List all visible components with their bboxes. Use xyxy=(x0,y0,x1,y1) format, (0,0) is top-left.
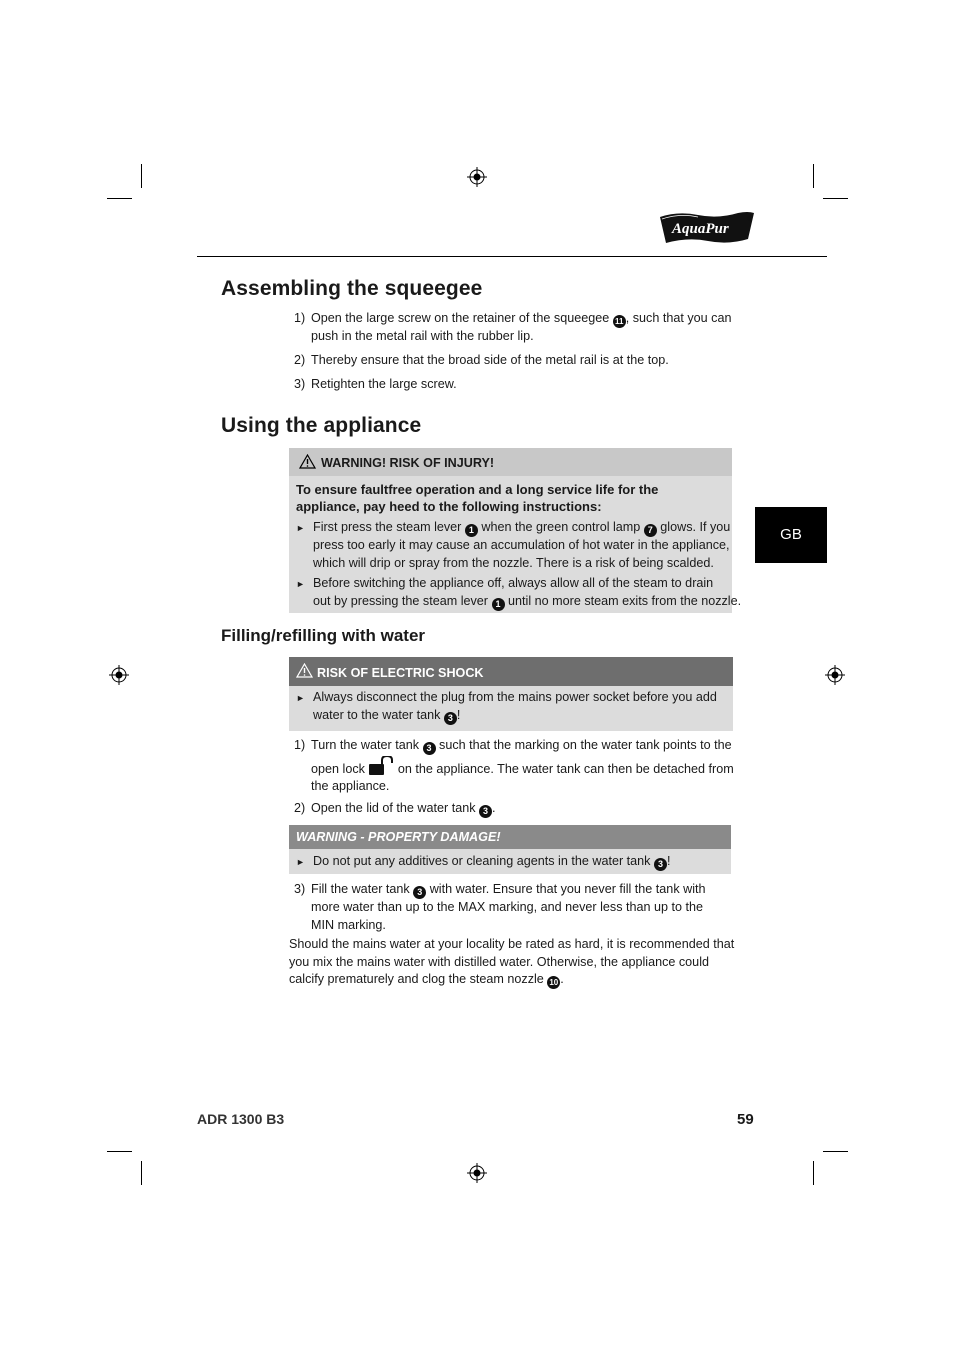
ref-number: 3 xyxy=(479,805,492,818)
crop-mark xyxy=(107,198,132,199)
warning-intro: To ensure faultfree operation and a long service life for the appliance, pay heed to the following instructions: xyxy=(296,482,659,514)
ref-number: 10 xyxy=(547,976,560,989)
open-lock-icon xyxy=(368,756,394,776)
step-text: Fill the water tank 3 with water. Ensure that you never fill the tank with more water than up to the MAX marking, and never less than up to the MIN marking. xyxy=(311,882,706,932)
ref-number: 3 xyxy=(423,742,436,755)
list-item xyxy=(294,737,738,795)
ref-number: 3 xyxy=(444,712,457,725)
logo-banner-icon xyxy=(658,209,756,247)
crop-mark xyxy=(107,1151,132,1152)
property-bullet: Do not put any additives or cleaning agents in the water tank 3 ! xyxy=(313,854,671,869)
registration-mark-icon xyxy=(825,665,845,685)
svg-text:®: ® xyxy=(747,217,752,223)
bullet-arrow-icon: ► xyxy=(296,857,305,867)
language-tab: GB xyxy=(755,507,827,563)
step-text: Open the lid of the water tank 3 . xyxy=(311,801,496,816)
list-item xyxy=(294,881,734,935)
ref-number: 3 xyxy=(654,858,667,871)
registration-mark-icon xyxy=(467,1163,487,1183)
shock-bullet: Always disconnect the plug from the mains power socket before you add water to the water tank 3 ! xyxy=(313,690,717,723)
registration-mark-icon xyxy=(109,665,129,685)
property-header xyxy=(289,825,731,849)
ref-number: 1 xyxy=(492,598,505,611)
warning-header xyxy=(289,448,732,476)
bullet-arrow-icon: ► xyxy=(296,523,305,533)
hard-water-note: Should the mains water at your locality be rated as hard, it is recommended that you mix the mains water with distilled water. Otherwise, the appliance could calcify prematurely and clog the steam nozzle 10 . xyxy=(289,937,735,987)
crop-mark xyxy=(813,1161,814,1185)
step-number: 3) xyxy=(294,377,306,391)
list-item xyxy=(294,352,734,370)
crop-mark xyxy=(823,1151,848,1152)
registration-mark-icon xyxy=(467,167,487,187)
section-title-using: Using the appliance xyxy=(221,414,422,437)
section-title-filling: Filling/refilling with water xyxy=(221,626,426,645)
step-text: Retighten the large screw. xyxy=(311,377,457,391)
ref-number: 11 xyxy=(613,315,626,328)
model-number: ADR 1300 B3 xyxy=(197,1111,285,1127)
step-text: Thereby ensure that the broad side of the metal rail is at the top. xyxy=(311,353,669,367)
shock-header-text: RISK OF ELECTRIC SHOCK xyxy=(317,666,484,680)
step-number: 2) xyxy=(294,353,306,367)
shock-header xyxy=(289,657,733,686)
warning-bullet: First press the steam lever 1 when the green control lamp 7 glows. If you press too early it may cause an accumulation of hot water in the appliance, which will drip or spray from the nozzle. There is a risk of being scalded. xyxy=(313,520,731,570)
brand-logo xyxy=(658,209,756,247)
warning-triangle-icon xyxy=(299,454,316,469)
step-number: 2) xyxy=(294,801,306,815)
ref-number: 7 xyxy=(644,524,657,537)
svg-text:AquaPur: AquaPur xyxy=(672,221,729,237)
crop-mark xyxy=(141,164,142,188)
warning-bullet: Before switching the appliance off, always allow all of the steam to drain out by pressing the steam lever 1 until no more steam exits from the nozzle. xyxy=(313,576,742,609)
warning-header-text: WARNING! RISK OF INJURY! xyxy=(321,456,495,470)
page-number: 59 xyxy=(737,1111,754,1128)
step-number: 1) xyxy=(294,311,306,325)
list-item xyxy=(294,800,734,818)
crop-mark xyxy=(813,164,814,188)
shock-warning-box xyxy=(289,657,733,731)
list-item xyxy=(294,310,734,346)
header-rule xyxy=(197,256,827,257)
step-number: 3) xyxy=(294,882,306,896)
section-title-squeegee: Assembling the squeegee xyxy=(221,277,483,300)
list-item xyxy=(294,376,734,394)
step-text: Open the large screw on the retainer of the squeegee 11 , such that you can push in the metal rail with the rubber lip. xyxy=(311,311,732,343)
step-number: 1) xyxy=(294,738,306,752)
step-text: Turn the water tank 3 such that the marking on the water tank points to the open lock on the appliance. The water tank can then be detached from the appliance. xyxy=(311,738,734,793)
crop-mark xyxy=(823,198,848,199)
bullet-arrow-icon: ► xyxy=(296,693,305,703)
property-header-text: WARNING - PROPERTY DAMAGE! xyxy=(296,830,501,844)
bullet-arrow-icon: ► xyxy=(296,579,305,589)
property-warning-box xyxy=(289,825,731,874)
warning-triangle-icon xyxy=(296,663,313,678)
ref-number: 3 xyxy=(413,886,426,899)
ref-number: 1 xyxy=(465,524,478,537)
warning-injury-box xyxy=(289,448,742,613)
crop-mark xyxy=(141,1161,142,1185)
